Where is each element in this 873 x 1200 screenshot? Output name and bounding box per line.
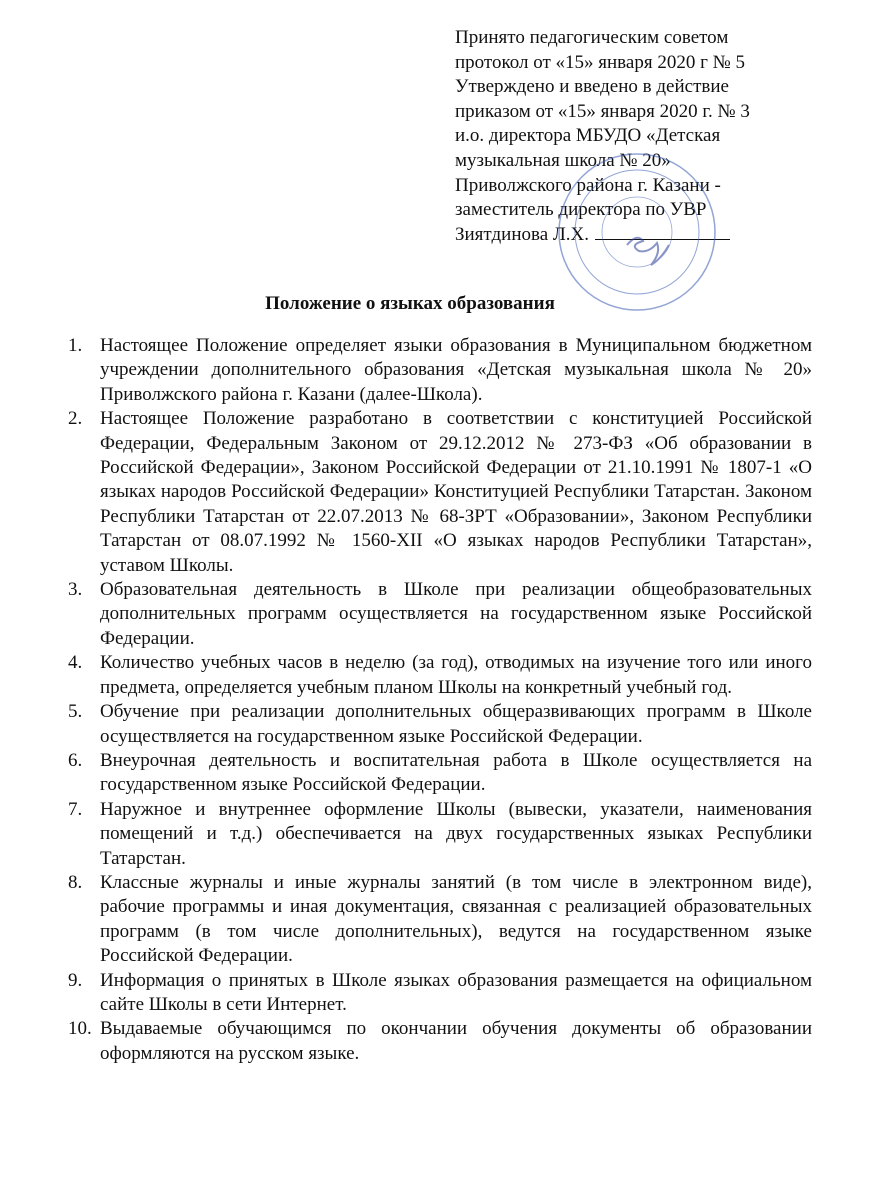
approval-line: музыкальная школа № 20» [455,149,671,171]
item-number: 10. [68,1018,92,1040]
item-text: Наружное и внутреннее оформление Школы (вывески, указатели, наименования помещений и т.д.) обеспечивается на двух государственных языках Республики Татарстан. [100,798,812,869]
item-number: 9. [68,969,83,991]
item-text: Обучение при реализации дополнительных общеразвивающих программ в Школе осуществляется на государственном языке Российской Федерации. [100,701,812,747]
approval-line: Принято педагогическим советом [455,27,729,48]
item-text: Выдаваемые обучающимся по окончании обучения документы об образовании оформляются на русском языке. [100,1018,812,1064]
item-text: Настоящее Положение определяет языки образования в Муниципальном бюджетном учреждении дополнительного образования «Детская музыкальная школа № 20» Приволжского района г. Казани (далее-Школа). [100,335,812,405]
approval-line: Утверждено и введено в действие [455,76,729,98]
item-number: 6. [68,749,83,771]
list-item [68,334,812,407]
item-text: Количество учебных часов в неделю (за год), отводимых на изучение того или иного предмета, определяется учебным планом Школы на конкретный учебный год. [100,652,812,698]
item-number: 8. [68,871,83,893]
document-title: Положение о языках образования [265,293,555,314]
list-item [68,407,812,578]
item-number: 5. [68,701,83,723]
list-item [68,1017,812,1066]
approval-line: Приволжского района г. Казани - [455,174,721,196]
list-item [68,651,812,700]
item-number: 3. [68,579,83,601]
list-item [68,798,812,871]
list-item [68,749,812,798]
item-number: 7. [68,798,83,820]
list-item [68,969,812,1018]
item-text: Классные журналы и иные журналы занятий (в том числе в электронном виде), рабочие программы и иная документация, связанная с реализацией образовательных программ (в том числе дополнительных), ведутся на государственном языке Российской Федерации. [100,871,812,967]
list-item [68,700,812,749]
item-text: Информация о принятых в Школе языках образования размещается на официальном сайте Школы в сети Интернет. [100,969,812,1015]
approval-line: протокол от «15» января 2020 г № 5 [455,51,745,73]
signer-name: Зиятдинова Л.Х. [455,223,589,245]
approval-line: приказом от «15» января 2020 г. № 3 [455,100,750,122]
provisions-list [68,334,812,1066]
item-text: Настоящее Положение разработано в соответствии с конституцией Российской Федерации, Федеральным Законом от 29.12.2012 № 273-ФЗ «Об образовании в Российской Федерации», Законом Российской Федерации от 21.10.1991 № 1807-1 «О языках народов Российской Федерации» Конституцией Республики Татарстан. Законом Республики Татарстан от 22.07.2013 № 68-ЗРТ «Образовании», Законом Республики Татарстан от 08.07.1992 № 1560-XII «О языках народов Республики Татарстан», уставом Школы. [100,408,812,576]
item-number: 4. [68,652,83,674]
approval-line: и.о. директора МБУДО «Детская [455,125,721,147]
approval-line: заместитель директора по УВР [455,199,707,221]
stamp-seal-icon [555,150,720,315]
item-number: 2. [68,408,83,430]
item-text: Образовательная деятельность в Школе при реализации общеобразовательных дополнительных программ осуществляется на государственном языке Российской Федерации. [100,579,812,649]
item-number: 1. [68,335,83,356]
list-item [68,871,812,969]
item-text: Внеурочная деятельность и воспитательная работа в Школе осуществляется на государственном языке Российской Федерации. [100,749,812,796]
list-item [68,578,812,651]
